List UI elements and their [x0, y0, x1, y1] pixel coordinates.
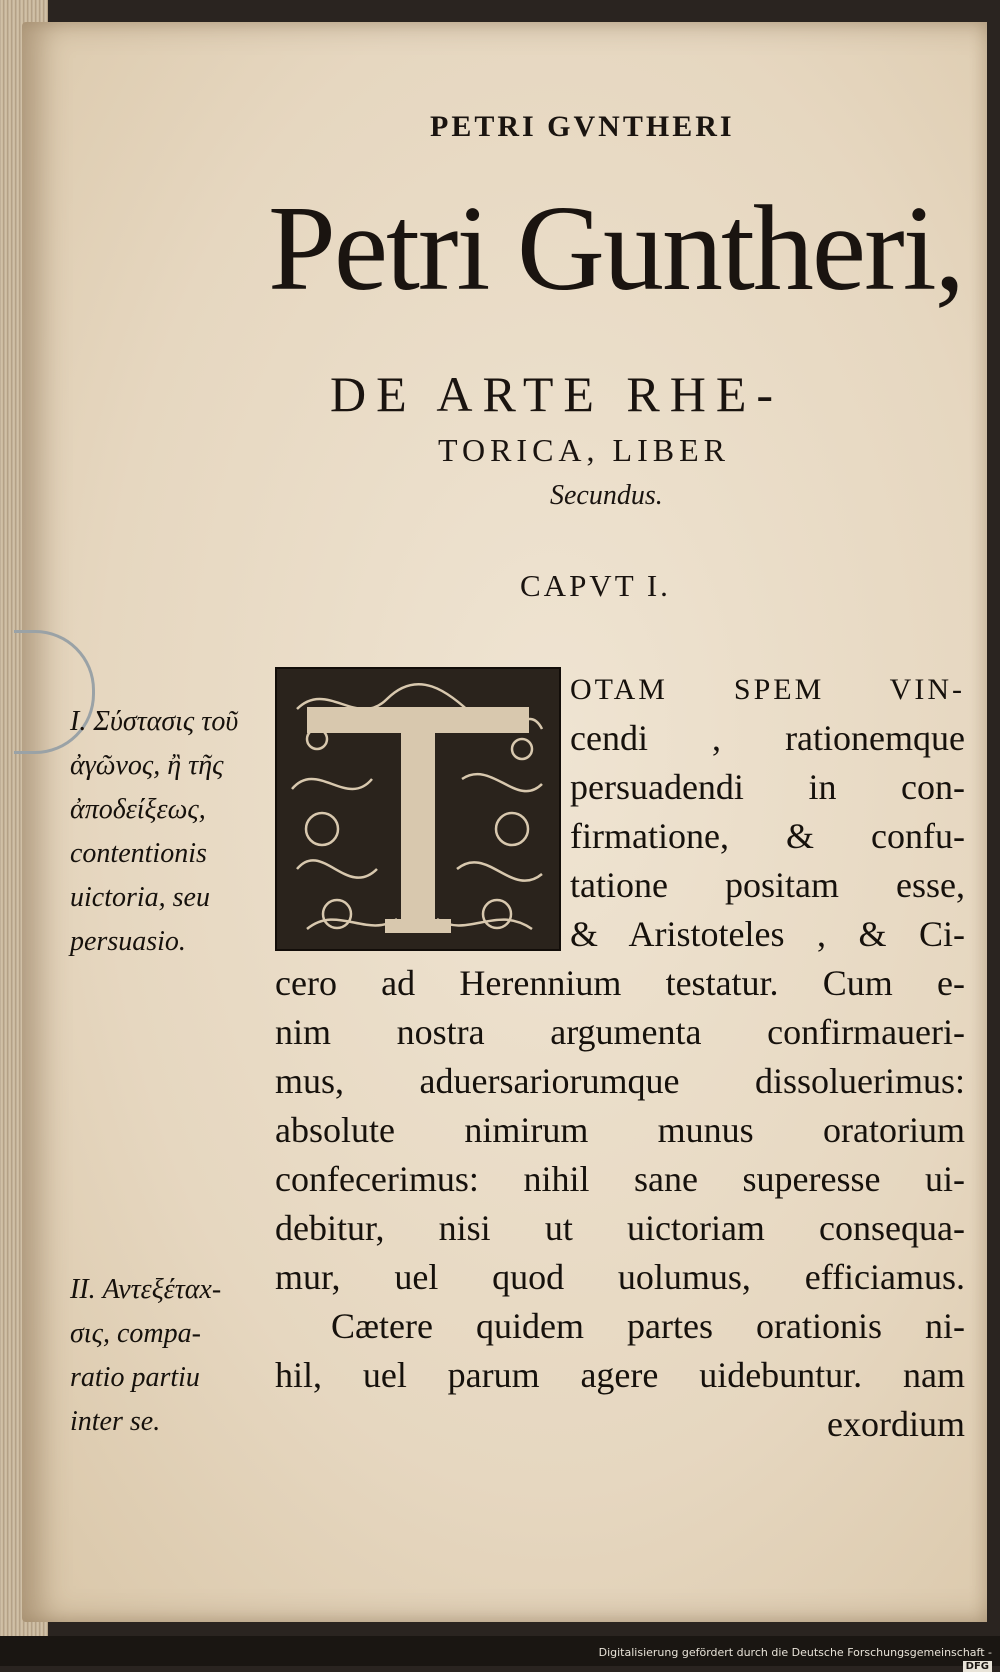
footer-credit	[572, 1646, 992, 1672]
dfg-logo: DFG	[963, 1661, 992, 1672]
margin-note-line: ἀποδείξεως,	[70, 794, 206, 825]
text-line: Cætere quidem partes orationis ni-	[331, 1306, 965, 1346]
subtitle-line-3: Secundus.	[550, 480, 663, 511]
subtitle-line-2: TORICA, LIBER	[438, 432, 730, 468]
margin-note-line: ratio partiu	[70, 1362, 200, 1393]
catchword: exordium	[827, 1404, 965, 1444]
text-line: mus, aduersariorumque dissoluerimus:	[275, 1061, 965, 1101]
text-line: mur, uel quod uolumus, efficiamus.	[275, 1257, 965, 1297]
text-line: debitur, nisi ut uictoriam consequa-	[275, 1208, 965, 1248]
text-line: tatione positam esse,	[570, 865, 965, 905]
text-line: nim nostra argumenta confirmaueri-	[275, 1012, 965, 1052]
margin-note-line: persuasio.	[70, 926, 186, 957]
margin-note-1	[70, 700, 280, 964]
text-line: OTAM SPEM VIN-	[570, 673, 965, 706]
margin-note-line: ἀγῶνος, ἢ τῆς	[70, 750, 224, 781]
text-line: absolute nimirum munus oratorium	[275, 1110, 965, 1150]
text-line: cero ad Herennium testatur. Cum e-	[275, 963, 965, 1003]
margin-note-line: inter se.	[70, 1406, 161, 1437]
margin-note-line: uictoria, seu	[70, 882, 210, 913]
footer-credit-text: Digitalisierung gefördert durch die Deutsche Forschungsgemeinschaft -	[598, 1646, 992, 1659]
chapter-heading: CAPVT I.	[520, 568, 671, 603]
running-head: PETRI GVNTHERI	[430, 110, 735, 143]
text-line: persuadendi in con-	[570, 767, 965, 807]
text-line: confecerimus: nihil sane superesse ui-	[275, 1159, 965, 1199]
text-line: cendi , rationemque	[570, 718, 965, 758]
margin-note-line: contentionis	[70, 838, 207, 869]
margin-note-line: σις, compa-	[70, 1318, 201, 1349]
text-line: & Aristoteles , & Ci-	[570, 914, 965, 954]
text-line: firmatione, & confu-	[570, 816, 965, 856]
margin-note-line: I. Σύστασις τοῦ	[70, 706, 239, 737]
margin-note-line: II. Αντεξέταx-	[70, 1274, 222, 1305]
subtitle-line-1: DE ARTE RHE-	[330, 366, 784, 422]
page-title: Petri Guntheri,	[268, 181, 964, 316]
body-text	[275, 665, 965, 1449]
text-line: hil, uel parum agere uidebuntur. nam	[275, 1355, 965, 1395]
margin-note-2	[70, 1268, 280, 1444]
